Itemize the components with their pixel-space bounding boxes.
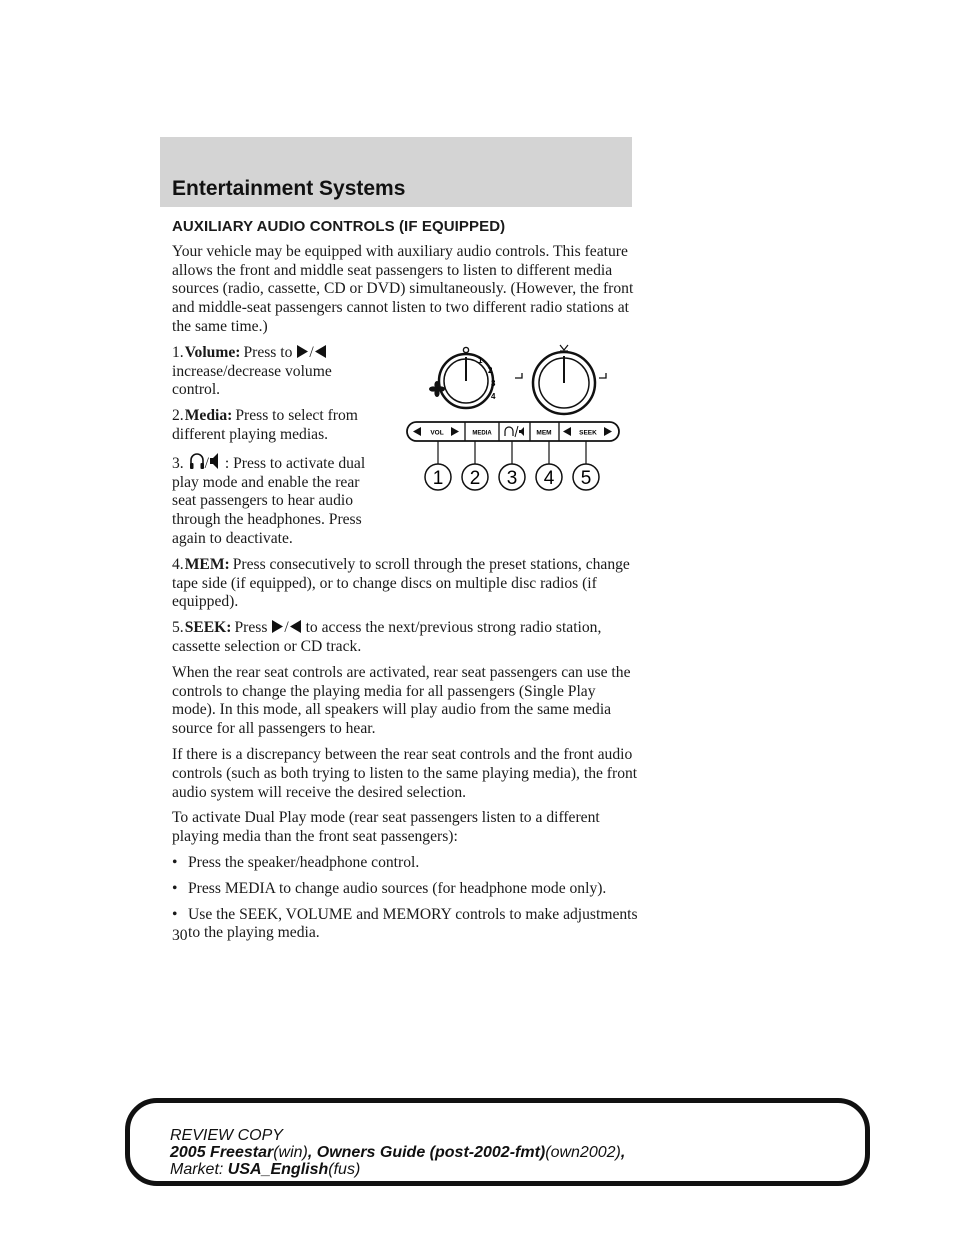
callout-number: 4 xyxy=(543,468,555,489)
bullet-text: Press the speaker/headphone control. xyxy=(188,853,420,871)
intro-paragraph: Your vehicle may be equipped with auxiliary audio controls. This feature allows the front and middle seat passengers to listen to different media sources (radio, cassette, CD or DVD) simultaneously. (However, the front and middle-seat passengers cannot listen to two different radio stations at the same time.) xyxy=(172,242,634,335)
item-media xyxy=(172,407,372,445)
fan-level-label: 1 xyxy=(478,356,483,365)
bullet-mark: • xyxy=(172,853,178,871)
seek-button-label: SEEK xyxy=(579,429,597,437)
section-header-title: Entertainment Systems xyxy=(172,177,406,200)
callout-number: 3 xyxy=(506,468,518,489)
section-heading: AUXILIARY AUDIO CONTROLS (IF EQUIPPED) xyxy=(172,218,506,235)
review-copy-market-line xyxy=(170,1161,625,1178)
seek-up-arrow-icon xyxy=(296,344,309,359)
callout-number: 1 xyxy=(432,468,444,489)
vehicle-name: 2005 Freestar xyxy=(170,1144,274,1161)
bullet-mark: • xyxy=(172,905,178,923)
item-text: : Press to activate dual play mode and enable the rear seat passengers to hear audio through the headphones. Press again to deactivate. xyxy=(172,454,366,547)
media-button-label: MEDIA xyxy=(472,430,492,437)
guide-code: (own2002) xyxy=(545,1144,621,1161)
callout-number: 5 xyxy=(580,468,592,489)
headphone-icon xyxy=(189,452,205,470)
market-label: Market: xyxy=(170,1161,224,1178)
seek-down-arrow-icon xyxy=(314,344,327,359)
bullet-item xyxy=(172,880,642,899)
fan-level-label: 4 xyxy=(491,392,496,401)
item-number: 4. xyxy=(172,555,184,573)
review-copy-publication-line xyxy=(170,1144,625,1161)
bullet-item xyxy=(172,906,642,944)
review-copy-text xyxy=(170,1127,625,1178)
paragraph-discrepancy: If there is a discrepancy between the rear seat controls and the front audio controls (such as both trying to listen to the same playing media), the front audio system will receive the desired selection. xyxy=(172,745,638,801)
review-copy-box xyxy=(125,1098,870,1186)
fan-level-label: 3 xyxy=(491,379,496,388)
item-volume xyxy=(172,344,372,400)
page-number: 30 xyxy=(172,927,188,944)
item-slash: / xyxy=(204,454,209,472)
vent-left-icon xyxy=(515,373,522,378)
item-text-pre: Press to xyxy=(243,343,293,361)
item-term: SEEK: xyxy=(184,619,232,637)
paragraph-dual-play: To activate Dual Play mode (rear seat passengers listen to a different playing media than the front seat passengers): xyxy=(172,809,600,846)
paragraph-single-play: When the rear seat controls are activated, rear seat passengers can use the controls to change the playing media for all passengers (Single Play mode). In this mode, all speakers will play audio from the same media source for all passengers to hear. xyxy=(172,663,631,738)
bullet-mark: • xyxy=(172,879,178,897)
trailing-comma: , xyxy=(620,1144,626,1161)
fan-off-mark xyxy=(463,347,468,352)
vol-button-label: VOL xyxy=(430,429,444,437)
bullet-text: Press MEDIA to change audio sources (for headphone mode only). xyxy=(188,879,607,897)
item-term: Volume: xyxy=(184,343,241,361)
mem-button-label: MEM xyxy=(536,429,552,437)
main-content xyxy=(172,218,642,950)
guide-name: , Owners Guide (post-2002-fmt) xyxy=(307,1144,546,1161)
rear-controls-diagram xyxy=(402,336,624,496)
item-slash: / xyxy=(284,619,289,637)
item-number: 5. xyxy=(172,619,184,637)
callout-number: 2 xyxy=(469,468,481,489)
vehicle-code: (win) xyxy=(273,1144,308,1161)
item-term: MEM: xyxy=(184,555,230,573)
item-text: Press to select from different playing medias. xyxy=(172,407,358,443)
item-term: Media: xyxy=(184,407,233,425)
item-number: 2. xyxy=(172,407,184,425)
vent-right-icon xyxy=(599,373,606,378)
item-seek xyxy=(172,619,642,657)
market-code: (fus) xyxy=(328,1161,361,1178)
item-text-post: increase/decrease volume control. xyxy=(172,362,332,399)
seek-down-arrow-icon xyxy=(289,619,302,634)
review-copy-label: REVIEW COPY xyxy=(170,1127,283,1144)
item-text-post: to access the next/previous strong radio station, cassette selection or CD track. xyxy=(172,619,602,655)
bullet-text: Use the SEEK, VOLUME and MEMORY controls to make adjustments to the playing media. xyxy=(188,905,638,942)
item-mem xyxy=(172,556,642,612)
vent-up-icon xyxy=(560,345,568,351)
item-text: Press consecutively to scroll through the preset stations, change tape side (if equipped), or to change discs on multiple disc radios (if equipped). xyxy=(172,555,630,611)
section-header-band xyxy=(160,137,632,207)
item-number: 1. xyxy=(172,343,184,361)
item-headphone xyxy=(172,452,372,549)
item-slash: / xyxy=(309,343,314,361)
fan-level-label: 2 xyxy=(488,366,493,375)
market-name: USA_English xyxy=(227,1161,329,1178)
bullet-item xyxy=(172,854,642,873)
item-text-pre: Press xyxy=(234,619,268,637)
seek-up-arrow-icon xyxy=(271,619,284,634)
speaker-icon xyxy=(209,452,221,470)
item-number: 3. xyxy=(172,454,184,472)
